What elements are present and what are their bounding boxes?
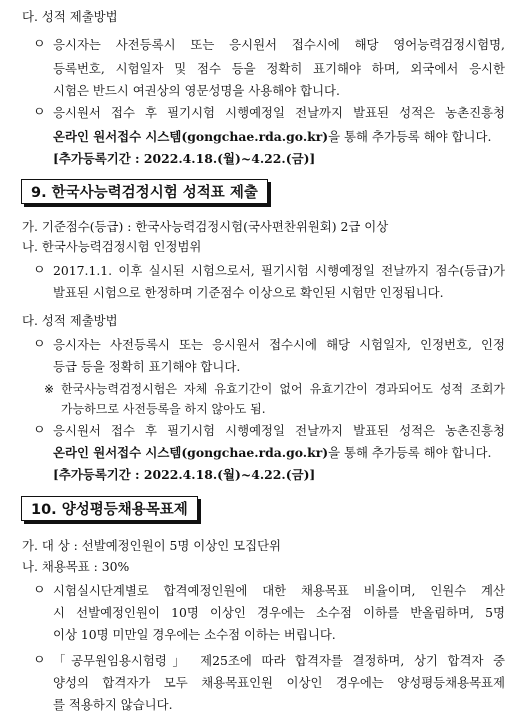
s9-da-b1-line1: 응시자는 사전등록시 또는 응시원서 접수시에 해당 시험일자, 인정번호, 인정 xyxy=(53,337,505,352)
bullet-icon: ㅇ xyxy=(33,105,46,120)
s8-b2-tail: 을 통해 추가등록 해야 합니다. xyxy=(328,129,492,144)
s8-b1-line3: 시험은 반드시 여권상의 영문성명을 사용해야 합니다. xyxy=(53,83,340,98)
s10-b1-line3: 이상 10명 미만일 경우에는 소수점 이하는 버립니다. xyxy=(53,627,336,642)
s10-ga: 가. 대 상 : 선발예정인원이 5명 이상인 모집단위 xyxy=(22,538,282,553)
s10-b1-line2: 시 선발예정인원이 10명 이상인 경우에는 소수점 이하를 반올림하며, 5명 xyxy=(53,605,505,620)
s8-b2-bold: 온라인 원서접수 시스템 xyxy=(53,129,182,144)
s9-da-b1-line2: 등급 등을 정확히 표기해야 합니다. xyxy=(53,359,241,374)
s9-note-line2: 가능하므로 사전등록을 하지 않아도 됨. xyxy=(61,402,266,416)
s8-b2-url: (gongchae.rda.go.kr) xyxy=(181,129,329,144)
s9-na: 나. 한국사능력검정시험 인정범위 xyxy=(22,239,202,254)
s10-na: 나. 채용목표 : 30% xyxy=(22,559,130,574)
s9-b2-tail: 을 통해 추가등록 해야 합니다. xyxy=(328,445,492,460)
s10-b2-line2: 양성의 합격자가 모두 채용목표인원 이상인 경우에는 양성평등채용목표제 xyxy=(53,675,505,690)
section-9-title: 9. 한국사능력검정시험 성적표 제출 xyxy=(21,179,268,204)
bullet-icon: ㅇ xyxy=(33,423,46,438)
s9-da: 다. 성적 제출방법 xyxy=(22,313,118,328)
s9-note-line1: 한국사능력검정시험은 자체 유효기간이 없어 유효기간이 경과되어도 성적 조회가 xyxy=(61,382,505,396)
s9-da-b2-line2 xyxy=(53,444,491,462)
s8-b2-line2 xyxy=(53,128,491,146)
bullet-icon: ㅇ xyxy=(33,337,46,352)
bullet-icon: ㅇ xyxy=(33,37,46,52)
s8-b2-line1: 응시원서 접수 후 필기시험 시행예정일 전날까지 발표된 성적은 농촌진흥청 xyxy=(53,105,505,120)
s9-b2-bold: 온라인 원서접수 시스템(gongchae.rda.go.kr) xyxy=(53,445,329,460)
s10-b2-line1: 「공무원임용시험령」 제25조에 따라 합격자를 결정하며, 상기 합격자 중 xyxy=(53,653,505,668)
s10-b1-line1: 시험실시단계별로 합격예정인원에 대한 채용목표 비율이며, 인원수 계산 xyxy=(53,583,505,598)
s9-ga: 가. 기준점수(등급) : 한국사능력검정시험(국사편찬위원회) 2급 이상 xyxy=(22,219,389,234)
s8-b1-line1: 응시자는 사전등록시 또는 응시원서 접수시에 해당 영어능력검정시험명, xyxy=(53,37,505,52)
s8-sub-da: 다. 성적 제출방법 xyxy=(22,9,118,24)
s8-period: [추가등록기간 : 2022.4.18.(월)~4.22.(금)] xyxy=(53,151,316,166)
bullet-icon: ㅇ xyxy=(33,263,46,278)
s9-na-b1-line1: 2017.1.1. 이후 실시된 시험으로서, 필기시험 시행예정일 전날까지 점수(등급)가 xyxy=(53,263,505,278)
s8-b1-line2: 등록번호, 시험일자 및 점수 등을 정확히 표기해야 하며, 외국에서 응시한 xyxy=(53,61,505,76)
bullet-icon: ㅇ xyxy=(33,653,46,668)
s9-period: [추가등록기간 : 2022.4.18.(월)~4.22.(금)] xyxy=(53,467,316,482)
bullet-icon: ㅇ xyxy=(33,583,46,598)
note-mark: ※ xyxy=(44,382,55,396)
section-10-title: 10. 양성평등채용목표제 xyxy=(21,496,198,521)
s9-na-b1-line2: 발표된 시험으로 한정하며 기준점수 이상으로 확인된 시험만 인정됩니다. xyxy=(53,285,444,300)
s9-da-b2-line1: 응시원서 접수 후 필기시험 시행예정일 전날까지 발표된 성적은 농촌진흥청 xyxy=(53,423,505,438)
s10-b2-line3: 를 적용하지 않습니다. xyxy=(53,697,173,712)
